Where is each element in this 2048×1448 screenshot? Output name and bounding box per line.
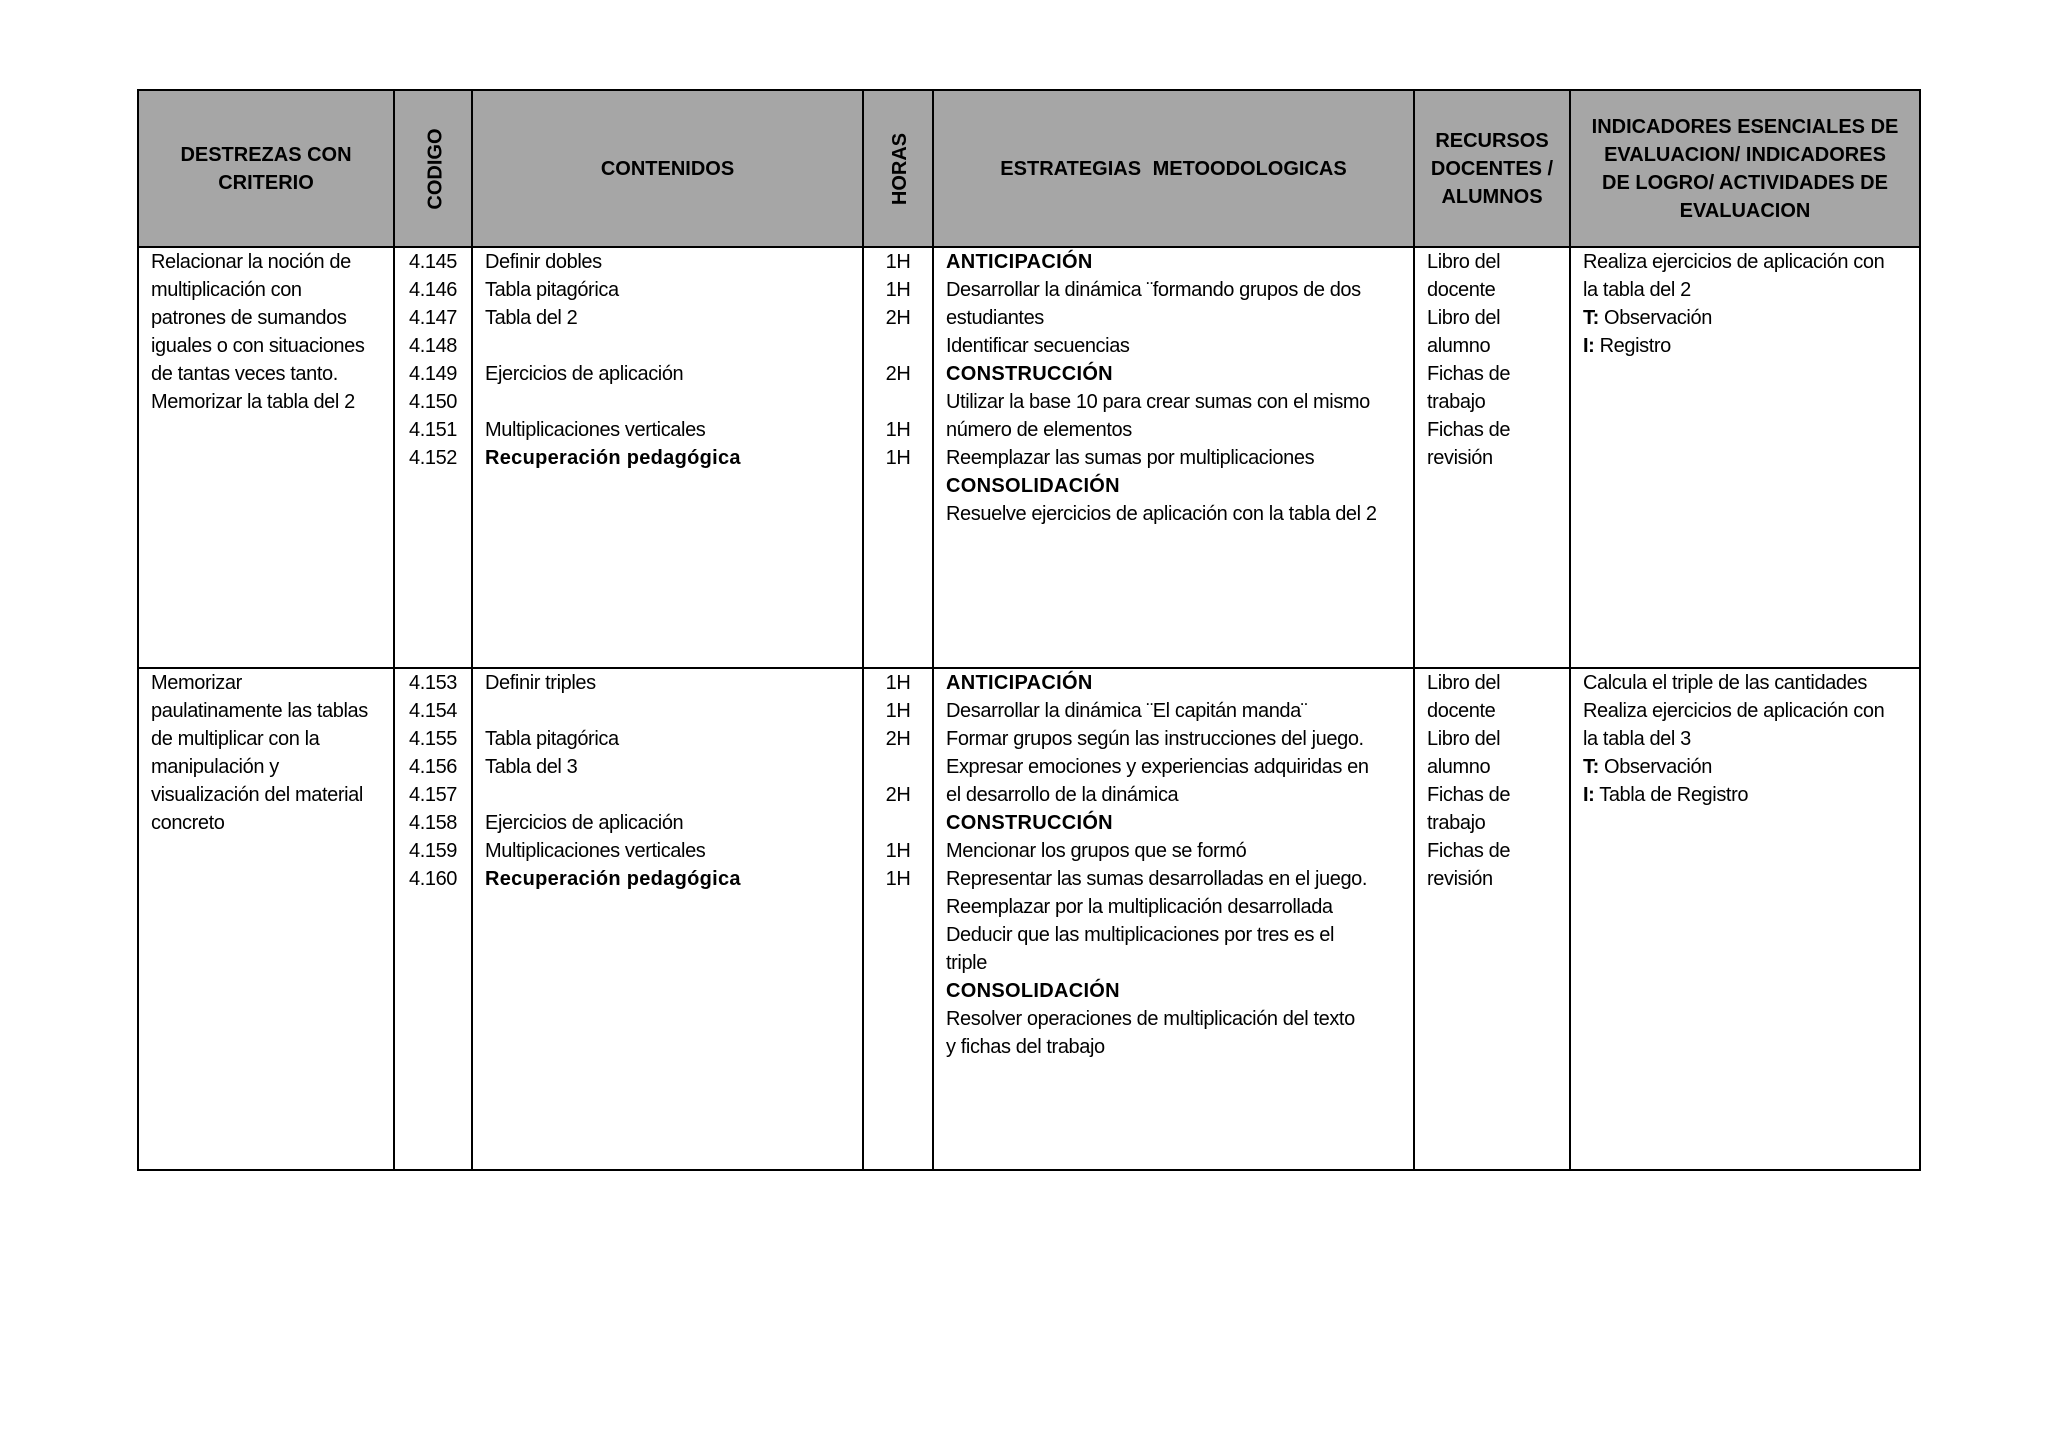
- strategy-phase-heading: CONSTRUCCIÓN: [946, 363, 1113, 385]
- strategy-phase-heading: ANTICIPACIÓN: [946, 251, 1093, 273]
- codigo-line: 4.153: [408, 672, 458, 694]
- hora-line: 1H: [885, 868, 911, 890]
- header-estrategias-label: ESTRATEGIAS METOODOLOGICAS: [1000, 157, 1347, 180]
- hora-line: 1H: [885, 447, 911, 469]
- codigo-line: 4.145: [408, 251, 458, 273]
- contenido-line: Multiplicaciones verticales: [485, 419, 706, 441]
- header-recursos-label: RECURSOS DOCENTES / ALUMNOS: [1430, 129, 1554, 208]
- destreza-line: paulatinamente las tablas: [151, 700, 368, 722]
- estrategias-cell-content: [934, 669, 1413, 1061]
- header-contenidos-label: CONTENIDOS: [600, 157, 735, 180]
- estrategias-cell-content: [934, 248, 1413, 528]
- horas-cell: [863, 668, 933, 1170]
- header-row: [138, 90, 1920, 247]
- strategy-line: y fichas del trabajo: [946, 1036, 1105, 1058]
- strategy-line: Deducir que las multiplicaciones por tres es el: [946, 924, 1335, 946]
- destreza-line: visualización del material: [151, 784, 363, 806]
- codigo-line: 4.151: [408, 419, 458, 441]
- strategy-line: Resuelve ejercicios de aplicación con la tabla del 2: [946, 503, 1377, 525]
- recurso-line: docente: [1427, 700, 1496, 722]
- hora-line: 1H: [885, 840, 911, 862]
- destreza-line: manipulación y: [151, 756, 279, 778]
- destreza-line: iguales o con situaciones: [151, 335, 365, 357]
- indicador-line: la tabla del 3: [1583, 728, 1691, 750]
- strategy-line: Utilizar la base 10 para crear sumas con el mismo: [946, 391, 1370, 413]
- indicador-line: Realiza ejercicios de aplicación con: [1583, 251, 1885, 273]
- recurso-line: Libro del: [1427, 251, 1501, 273]
- contenido-line: Ejercicios de aplicación: [485, 363, 684, 385]
- hora-line: 2H: [885, 728, 911, 750]
- strategy-phase-heading: ANTICIPACIÓN: [946, 672, 1093, 694]
- contenido-line: Recuperación pedagógica: [485, 447, 741, 469]
- recursos-cell-content: [1415, 248, 1569, 472]
- header-destrezas-label: DESTREZAS CON CRITERIO: [180, 143, 352, 194]
- codigo-cell-content: [395, 669, 471, 893]
- tecnica-value: Observación: [1604, 307, 1712, 329]
- destreza-line: multiplicación con: [151, 279, 302, 301]
- instrumento-label: I:: [1583, 784, 1595, 806]
- header-horas: [863, 90, 933, 247]
- codigo-line: 4.152: [408, 447, 458, 469]
- recursos-cell: [1414, 247, 1570, 668]
- destrezas-cell: [138, 668, 394, 1170]
- codigo-line: 4.155: [408, 728, 458, 750]
- strategy-line: Desarrollar la dinámica ¨formando grupos de dos: [946, 279, 1361, 301]
- codigo-line: 4.150: [408, 391, 458, 413]
- strategy-line: Identificar secuencias: [946, 335, 1130, 357]
- contenido-line: Tabla pitagórica: [485, 728, 619, 750]
- strategy-line: Reemplazar las sumas por multiplicaciones: [946, 447, 1315, 469]
- header-codigo-label: CODIGO: [424, 127, 447, 210]
- hora-line: 2H: [885, 784, 911, 806]
- instrumento-line: [1583, 332, 1907, 360]
- recurso-line: Libro del: [1427, 672, 1501, 694]
- header-contenidos: [472, 90, 863, 247]
- contenido-line: Tabla pitagórica: [485, 279, 619, 301]
- contenidos-cell-content: [473, 248, 862, 472]
- instrumento-label: I:: [1583, 335, 1595, 357]
- tecnica-line: [1583, 304, 1907, 332]
- header-estrategias: [933, 90, 1414, 247]
- indicadores-cell-content: [1571, 669, 1919, 809]
- destreza-line: patrones de sumandos: [151, 307, 347, 329]
- strategy-line: número de elementos: [946, 419, 1132, 441]
- contenido-line: [485, 332, 850, 360]
- recurso-line: alumno: [1427, 335, 1491, 357]
- header-destrezas: [138, 90, 394, 247]
- destrezas-cell-content: [139, 248, 393, 416]
- recurso-line: docente: [1427, 279, 1496, 301]
- recurso-line: trabajo: [1427, 812, 1486, 834]
- estrategias-cell: [933, 668, 1414, 1170]
- codigo-line: 4.157: [408, 784, 458, 806]
- contenido-line: Recuperación pedagógica: [485, 868, 741, 890]
- indicador-line: Calcula el triple de las cantidades: [1583, 672, 1867, 694]
- recurso-line: Fichas de: [1427, 840, 1511, 862]
- codigo-line: 4.158: [408, 812, 458, 834]
- strategy-line: Desarrollar la dinámica ¨El capitán manda¨: [946, 700, 1308, 722]
- hora-line: [868, 332, 928, 360]
- instrumento-line: [1583, 781, 1907, 809]
- contenido-line: Tabla del 3: [485, 756, 578, 778]
- recurso-line: trabajo: [1427, 391, 1486, 413]
- recursos-cell: [1414, 668, 1570, 1170]
- strategy-phase-heading: CONSOLIDACIÓN: [946, 980, 1120, 1002]
- contenido-line: Tabla del 2: [485, 307, 578, 329]
- strategy-phase-heading: CONSTRUCCIÓN: [946, 812, 1113, 834]
- recurso-line: Libro del: [1427, 728, 1501, 750]
- indicadores-cell: [1570, 668, 1920, 1170]
- codigo-line: 4.146: [408, 279, 458, 301]
- hora-line: 1H: [885, 279, 911, 301]
- contenido-line: Definir triples: [485, 672, 596, 694]
- strategy-line: Representar las sumas desarrolladas en el juego.: [946, 868, 1368, 890]
- hora-line: 1H: [885, 251, 911, 273]
- strategy-line: Resolver operaciones de multiplicación del texto: [946, 1008, 1355, 1030]
- strategy-line: triple: [946, 952, 987, 974]
- indicador-line: Realiza ejercicios de aplicación con: [1583, 700, 1885, 722]
- recurso-line: alumno: [1427, 756, 1491, 778]
- instrumento-value: Tabla de Registro: [1599, 784, 1749, 806]
- destreza-line: Relacionar la noción de: [151, 251, 351, 273]
- hora-line: 1H: [885, 672, 911, 694]
- header-recursos: [1414, 90, 1570, 247]
- codigo-line: 4.160: [408, 868, 458, 890]
- contenido-line: Multiplicaciones verticales: [485, 840, 706, 862]
- horas-cell-content: [864, 669, 932, 893]
- destreza-line: de multiplicar con la: [151, 728, 320, 750]
- strategy-line: Formar grupos según las instrucciones del juego.: [946, 728, 1364, 750]
- hora-line: [868, 753, 928, 781]
- header-indicadores: [1570, 90, 1920, 247]
- strategy-line: Mencionar los grupos que se formó: [946, 840, 1247, 862]
- strategy-line: estudiantes: [946, 307, 1044, 329]
- tecnica-label: T:: [1583, 307, 1599, 329]
- indicadores-cell: [1570, 247, 1920, 668]
- hora-line: 2H: [885, 307, 911, 329]
- horas-cell: [863, 247, 933, 668]
- hora-line: 2H: [885, 363, 911, 385]
- codigo-line: 4.148: [408, 335, 458, 357]
- strategy-line: Expresar emociones y experiencias adquiridas en: [946, 756, 1369, 778]
- destreza-line: de tantas veces tanto.: [151, 363, 338, 385]
- contenidos-cell: [472, 668, 863, 1170]
- table-row: [138, 668, 1920, 1170]
- recurso-line: Fichas de: [1427, 784, 1511, 806]
- strategy-phase-heading: CONSOLIDACIÓN: [946, 475, 1120, 497]
- tecnica-label: T:: [1583, 756, 1599, 778]
- table-row: [138, 247, 1920, 668]
- codigo-cell: [394, 247, 472, 668]
- header-horas-label: HORAS: [889, 132, 912, 205]
- contenido-line: Definir dobles: [485, 251, 602, 273]
- codigo-cell: [394, 668, 472, 1170]
- header-indicadores-label: INDICADORES ESENCIALES DE EVALUACION/ INDICADORES DE LOGRO/ ACTIVIDADES DE EVALUACION: [1591, 115, 1899, 222]
- contenidos-cell: [472, 247, 863, 668]
- recurso-line: Libro del: [1427, 307, 1501, 329]
- destreza-line: Memorizar la tabla del 2: [151, 391, 355, 413]
- header-codigo: [394, 90, 472, 247]
- contenido-line: [485, 781, 850, 809]
- horas-cell-content: [864, 248, 932, 472]
- destrezas-cell: [138, 247, 394, 668]
- codigo-line: 4.149: [408, 363, 458, 385]
- codigo-line: 4.159: [408, 840, 458, 862]
- codigo-line: 4.154: [408, 700, 458, 722]
- hora-line: [868, 388, 928, 416]
- tecnica-value: Observación: [1604, 756, 1712, 778]
- destreza-line: Memorizar: [151, 672, 242, 694]
- hora-line: 1H: [885, 700, 911, 722]
- estrategias-cell: [933, 247, 1414, 668]
- destreza-line: concreto: [151, 812, 225, 834]
- planning-table: [137, 89, 1921, 1171]
- contenido-line: [485, 697, 850, 725]
- recurso-line: Fichas de: [1427, 419, 1511, 441]
- hora-line: 1H: [885, 419, 911, 441]
- contenido-line: Ejercicios de aplicación: [485, 812, 684, 834]
- hora-line: [868, 809, 928, 837]
- destrezas-cell-content: [139, 669, 393, 837]
- recurso-line: revisión: [1427, 447, 1493, 469]
- recurso-line: Fichas de: [1427, 363, 1511, 385]
- codigo-line: 4.147: [408, 307, 458, 329]
- indicadores-cell-content: [1571, 248, 1919, 360]
- contenido-line: [485, 388, 850, 416]
- codigo-cell-content: [395, 248, 471, 472]
- tecnica-line: [1583, 753, 1907, 781]
- indicador-line: la tabla del 2: [1583, 279, 1691, 301]
- strategy-line: Reemplazar por la multiplicación desarrollada: [946, 896, 1333, 918]
- instrumento-value: Registro: [1599, 335, 1671, 357]
- recursos-cell-content: [1415, 669, 1569, 893]
- contenidos-cell-content: [473, 669, 862, 893]
- codigo-line: 4.156: [408, 756, 458, 778]
- recurso-line: revisión: [1427, 868, 1493, 890]
- strategy-line: el desarrollo de la dinámica: [946, 784, 1179, 806]
